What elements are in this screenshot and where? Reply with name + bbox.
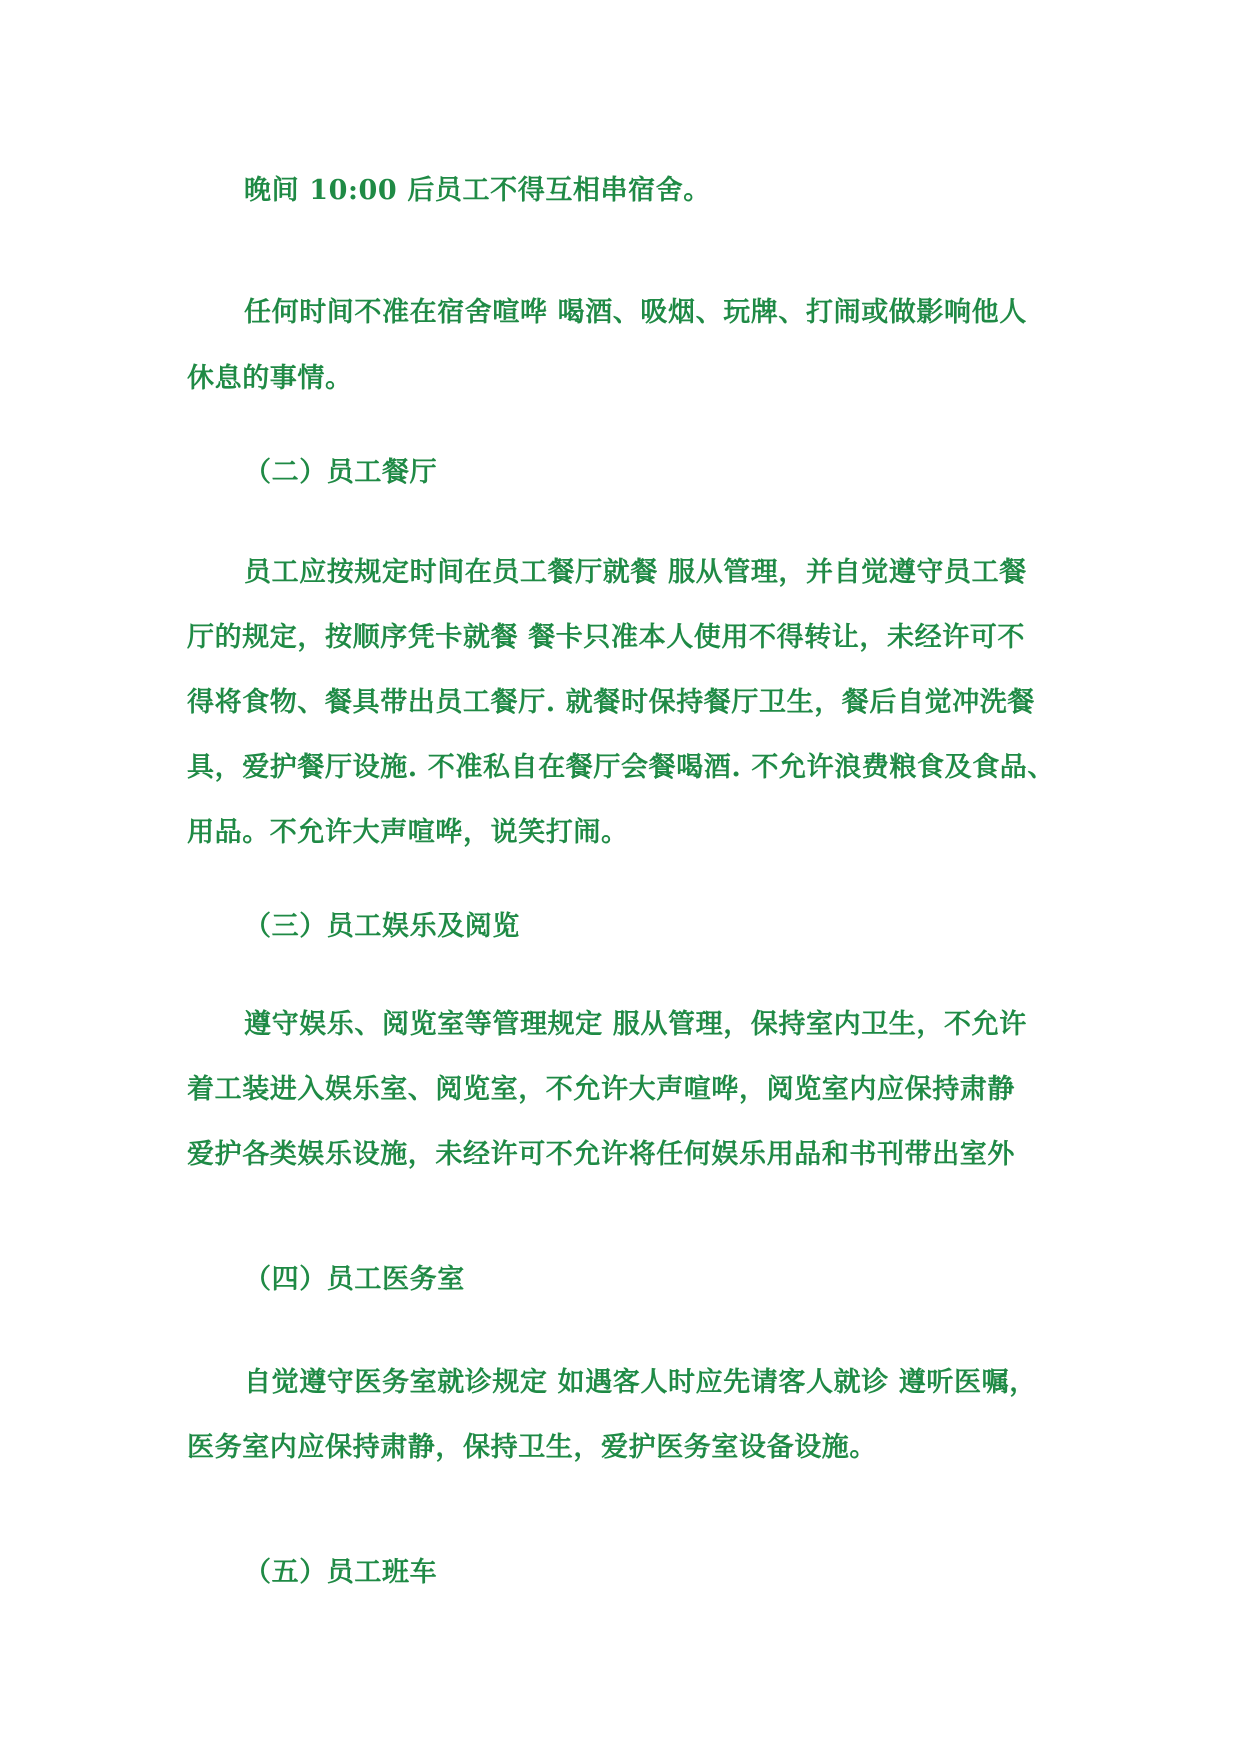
paragraph-line: 任何时间不准在宿舍喧哗 喝酒、吸烟、玩牌、打闹或做影响他人	[244, 297, 1027, 328]
paragraph-line: 具，爱护餐厅设施. 不准私自在餐厅会餐喝酒. 不允许浪费粮食及食品、	[187, 752, 1055, 783]
paragraph-line: 着工装进入娱乐室、阅览室，不允许大声喧哗，阅览室内应保持肃静	[187, 1074, 1015, 1105]
section-heading: （五）员工班车	[244, 1557, 438, 1588]
paragraph-line: 自觉遵守医务室就诊规定 如遇客人时应先请客人就诊 遵听医嘱，	[244, 1367, 1037, 1398]
paragraph-line: 用品。不允许大声喧哗，说笑打闹。	[187, 817, 629, 848]
paragraph-line: 得将食物、餐具带出员工餐厅. 就餐时保持餐厅卫生，餐后自觉冲洗餐	[187, 687, 1035, 718]
paragraph-line: 员工应按规定时间在员工餐厅就餐 服从管理，并自觉遵守员工餐	[244, 557, 1027, 588]
section-heading: （三）员工娱乐及阅览	[244, 911, 520, 942]
paragraph-line: 厅的规定，按顺序凭卡就餐 餐卡只准本人使用不得转让，未经许可不	[187, 622, 1025, 653]
paragraph-line: 休息的事情。	[187, 363, 353, 394]
section-heading: （二）员工餐厅	[244, 457, 438, 488]
section-heading: （四）员工医务室	[244, 1264, 465, 1295]
paragraph-line: 爱护各类娱乐设施，未经许可不允许将任何娱乐用品和书刊带出室外	[187, 1139, 1015, 1170]
paragraph-line: 晚间 10:00 后员工不得互相串宿舍。	[244, 175, 711, 206]
paragraph-line: 遵守娱乐、阅览室等管理规定 服从管理，保持室内卫生，不允许	[244, 1009, 1027, 1040]
paragraph-line: 医务室内应保持肃静，保持卫生，爱护医务室设备设施。	[187, 1432, 877, 1463]
